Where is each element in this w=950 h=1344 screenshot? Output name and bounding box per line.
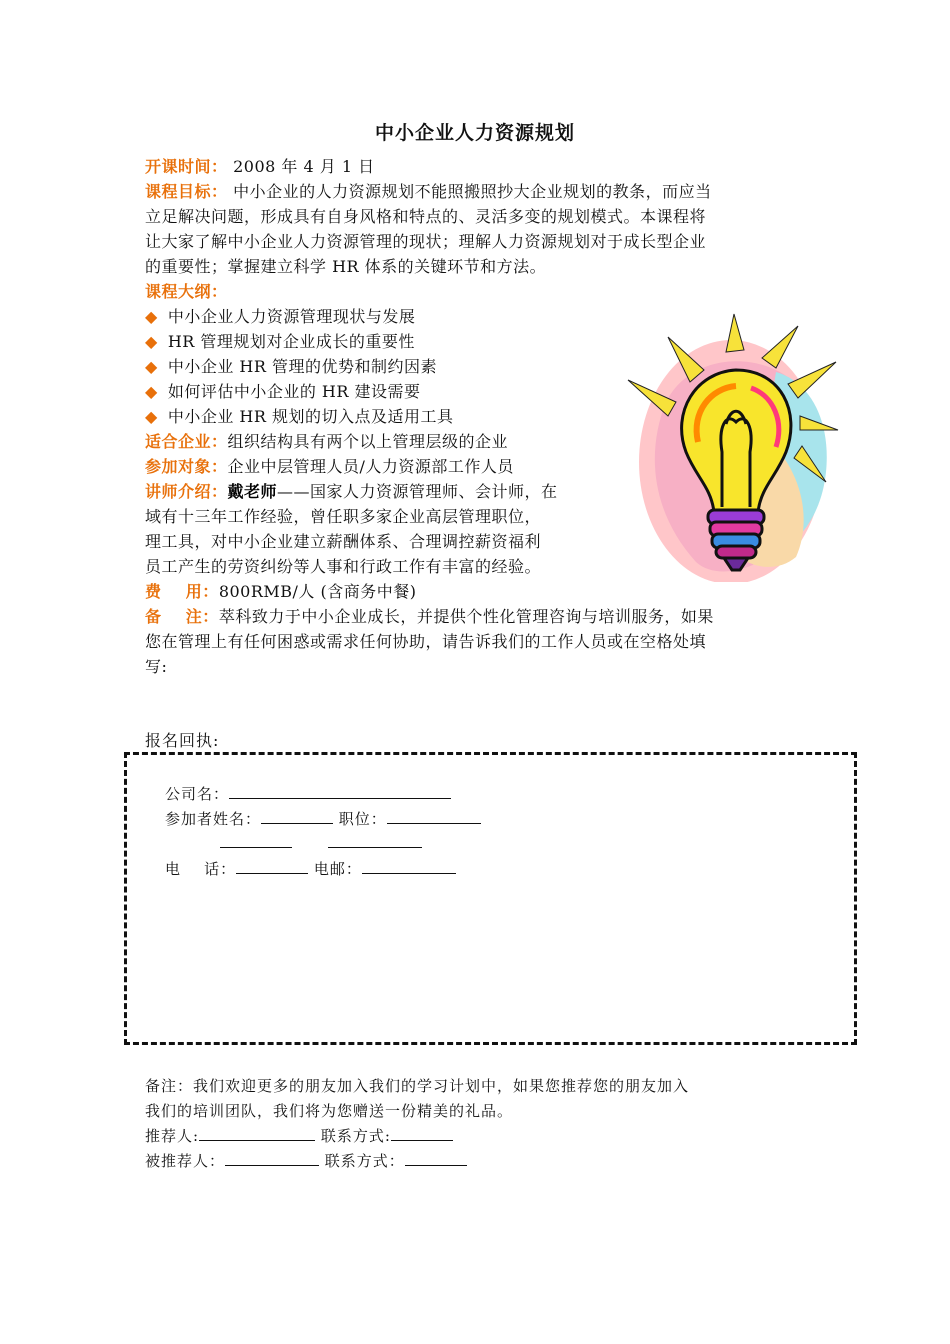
- note-label: 备 注: [145, 607, 203, 626]
- referrer-label: 推荐人:: [145, 1127, 200, 1145]
- course-time-row: 开课时间： 2008 年 4 月 1 日: [145, 157, 375, 176]
- diamond-bullet-icon: ◆: [145, 307, 158, 326]
- outline-item: ◆ 中小企业人力资源管理现状与发展: [145, 307, 416, 326]
- referee-field[interactable]: [225, 1151, 319, 1166]
- referrer-field[interactable]: [199, 1126, 315, 1141]
- note-line-1: 萃科致力于中小企业成长，并提供个性化管理咨询与培训服务，如果: [218, 607, 714, 626]
- referee-label: 被推荐人：: [145, 1152, 226, 1170]
- participant-name-label: 参加者姓名：: [165, 810, 262, 828]
- extra-row: [220, 833, 422, 852]
- course-outline-row: 课程大纲：: [145, 282, 228, 301]
- course-outline-label: 课程大纲: [145, 282, 212, 301]
- suitable-company-row: 适合企业：组织结构具有两个以上管理层级的企业: [145, 432, 509, 451]
- teacher-line-4: 员工产生的劳资纠纷等人事和行政工作有丰富的经验。: [145, 557, 542, 576]
- course-goal-row: 课程目标： 中小企业的人力资源规划不能照搬照抄大企业规划的教条，而应当: [145, 182, 712, 201]
- participant-name-field[interactable]: [261, 809, 333, 824]
- phone-label: 电 话：: [165, 860, 237, 878]
- registration-heading: 报名回执:: [145, 731, 220, 750]
- course-goal-line-1: 中小企业的人力资源规划不能照搬照抄大企业规划的教条，而应当: [233, 182, 712, 201]
- company-name-label: 公司名：: [165, 785, 230, 803]
- course-time-label: 开课时间: [145, 157, 212, 176]
- email-label: 电邮：: [313, 860, 362, 878]
- referrer-row: [145, 1124, 453, 1149]
- course-goal-line-3: 让大家了解中小企业人力资源管理的现状；理解人力资源规划对于成长型企业: [145, 232, 707, 251]
- course-goal-label: 课程目标: [145, 182, 212, 201]
- course-goal-line-2: 立足解决问题，形成具有自身风格和特点的、灵活多变的规划模式。本课程将: [145, 207, 707, 226]
- phone-field[interactable]: [236, 859, 308, 874]
- suitable-company-label: 适合企业: [145, 432, 212, 451]
- course-time-value: 2008 年 4 月 1 日: [233, 157, 375, 176]
- email-field[interactable]: [362, 859, 456, 874]
- footer-note-line-1: 备注：我们欢迎更多的朋友加入我们的学习计划中，如果您推荐您的朋友加入: [145, 1077, 690, 1095]
- teacher-line-1: ——国家人力资源管理师、会计师，在: [277, 482, 558, 501]
- fee-label: 费 用: [145, 582, 203, 601]
- referrer-contact-label: 联系方式:: [320, 1127, 391, 1145]
- company-name-row: [165, 783, 451, 804]
- referrer-contact-field[interactable]: [391, 1126, 453, 1141]
- participant-row: [165, 808, 481, 829]
- contact-row: [165, 858, 456, 879]
- position-field[interactable]: [387, 809, 481, 824]
- diamond-bullet-icon: ◆: [145, 382, 158, 401]
- teacher-row: 讲师介绍：戴老师——国家人力资源管理师、会计师，在: [145, 482, 558, 501]
- attendees-label: 参加对象: [145, 457, 212, 476]
- referee-contact-field[interactable]: [405, 1151, 467, 1166]
- attendees-row: 参加对象：企业中层管理人员/人力资源部工作人员: [145, 457, 514, 476]
- note-line-3: 写:: [145, 657, 168, 676]
- outline-item: ◆ HR 管理规划对企业成长的重要性: [145, 332, 415, 351]
- outline-item: ◆ 如何评估中小企业的 HR 建设需要: [145, 382, 421, 401]
- footer-note-line-2: 我们的培训团队，我们将为您赠送一份精美的礼品。: [145, 1102, 514, 1120]
- fee-row: 费 用：800RMB/人 (含商务中餐): [145, 582, 417, 601]
- page-title: 中小企业人力资源规划: [374, 122, 575, 144]
- referee-contact-label: 联系方式：: [324, 1152, 405, 1170]
- teacher-name: 戴老师: [227, 482, 278, 501]
- diamond-bullet-icon: ◆: [145, 332, 158, 351]
- light-bulb-icon: [626, 312, 840, 582]
- suitable-company-value: 组织结构具有两个以上管理层级的企业: [227, 432, 509, 451]
- outline-item: ◆ 中小企业 HR 管理的优势和制约因素: [145, 357, 437, 376]
- outline-item: ◆ 中小企业 HR 规划的切入点及适用工具: [145, 407, 454, 426]
- teacher-line-2: 域有十三年工作经验，曾任职多家企业高层管理职位，: [145, 507, 542, 526]
- diamond-bullet-icon: ◆: [145, 407, 158, 426]
- attendees-value: 企业中层管理人员/人力资源部工作人员: [227, 457, 514, 476]
- course-goal-line-4: 的重要性；掌握建立科学 HR 体系的关键环节和方法。: [145, 257, 547, 276]
- position-label: 职位：: [338, 810, 387, 828]
- fee-value: 800RMB/人 (含商务中餐): [218, 582, 417, 601]
- participant-name-field-2[interactable]: [220, 833, 292, 848]
- company-name-field[interactable]: [229, 784, 451, 799]
- note-row: 备 注：萃科致力于中小企业成长，并提供个性化管理咨询与培训服务，如果: [145, 607, 714, 626]
- diamond-bullet-icon: ◆: [145, 357, 158, 376]
- teacher-line-3: 理工具，对中小企业建立薪酬体系、合理调控薪资福利: [145, 532, 542, 551]
- position-field-2[interactable]: [328, 833, 422, 848]
- teacher-label: 讲师介绍: [145, 482, 212, 501]
- note-line-2: 您在管理上有任何困惑或需求任何协助，请告诉我们的工作人员或在空格处填: [145, 632, 707, 651]
- referee-row: [145, 1149, 467, 1174]
